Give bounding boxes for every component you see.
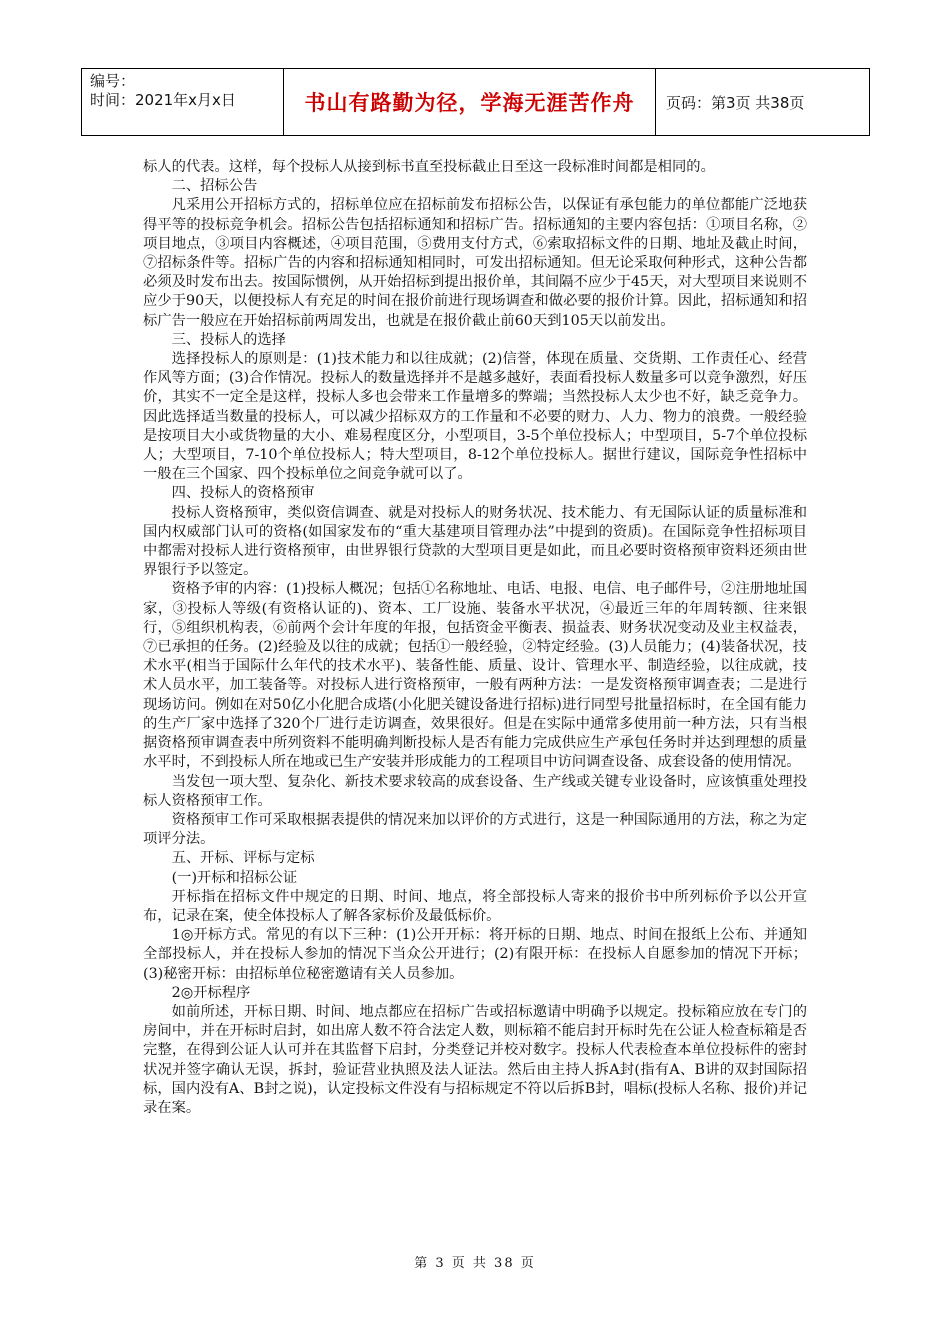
paragraph: 开标指在招标文件中规定的日期、时间、地点，将全部投标人寄来的报价书中所列标价予以公开宣布，记录在案，使全体投标人了解各家标价及最低标价。 <box>143 888 807 924</box>
section-heading: 四、投标人的资格预审 <box>171 485 315 502</box>
paragraph: 如前所述，开标日期、时间、地点都应在招标广告或招标邀请中明确予以规定。投标箱应放在专门的房间中，并在开标时启封，如出席人数不符合法定人数，则标箱不能启封开标时先在公证人检查标箱是否完整，在得到公证人认可并在其监督下启封，分类登记并校对数字。投标人代表检查本单位投标件的密封状况并签字确认无误，拆封，验证营业执照及法人证法。然后由主持人拆A封(指有A、B讲的双封国际招标，国内没有A、B封之说)，认定投标文件没有与招标规定不符以后拆B封，唱标(投标人名称、报价)并记录在案。 <box>143 1003 807 1116</box>
section-heading: 五、开标、评标与定标 <box>171 850 315 867</box>
header-page-info: 页码：第3页 共38页 <box>666 93 805 112</box>
paragraph: 当发包一项大型、复杂化、新技术要求较高的成套设备、生产线或关键专业设备时，应该慎重处理投标人资格预审工作。 <box>143 773 807 809</box>
paragraph: 标人的代表。这样，每个投标人从接到标书直至投标截止日至这一段标准时间都是相同的。 <box>143 159 715 175</box>
paragraph: 资格予审的内容：(1)投标人概况；包括①名称地址、电话、电报、电信、电子邮件号，②注册地址国家，③投标人等级(有资格认证的)、资本、工厂设施、装备水平状况，④最近三年的年周转额、往来银行，⑤组织机构表，⑥前两个会计年度的年报，包括资金平衡表、损益表、财务状况变动及业主权益表，⑦已承担的任务。(2)经验及以往的成就；包括①一般经验，②特定经验。(3)人员能力；(4)装备状况，技术水平(相当于国际什么年代的技术水平)、装备性能、质量、设计、管理水平、制造经验，以往成就，技术人员水平，加工装备等。对投标人进行资格预审，一般有两种方法：一是发资格预审调查表；二是进行现场访问。例如在对50亿小化肥合成塔(小化肥关键设备进行招标)进行同型号批量招标时，在全国有能力的生产厂家中选择了320个厂进行走访调查，效果很好。但是在实际中通常多使用前一种方法，只有当根据资格预审调查表中所列资料不能明确判断投标人是否有能力完成供应生产承包任务时并达到理想的质量水平时，不到投标人所在地或已生产安装并形成能力的工程项目中访问调查设备、成套设备的使用情况。 <box>143 581 807 771</box>
doc-number-label: 编号： <box>90 72 136 90</box>
subsection-heading: 2◎开标程序 <box>171 984 251 1001</box>
subsection-heading: (一)开标和招标公证 <box>171 869 298 886</box>
section-heading: 三、投标人的选择 <box>171 331 286 348</box>
document-body <box>143 158 807 1118</box>
doc-time-label: 时间：2021年x月x日 <box>90 91 236 109</box>
section-heading: 二、招标公告 <box>171 178 258 195</box>
header-meta <box>82 69 284 135</box>
page-footer: 第 3 页 共 38 页 <box>414 1256 536 1271</box>
paragraph: 资格预审工作可采取根据表提供的情况来加以评价的方式进行，这是一种国际通用的方法，称之为定项评分法。 <box>143 811 807 848</box>
header-motto: 书山有路勤为径，学海无涯苦作舟 <box>284 69 656 135</box>
paragraph: 凡采用公开招标方式的，招标单位应在招标前发布招标公告，以保证有承包能力的单位都能广泛地获得平等的投标竞争机会。招标公告包括招标通知和招标广告。招标通知的主要内容包括：①项目名称，②项目地点，③项目内容概述，④项目范围，⑤费用支付方式，⑥索取招标文件的日期、地址及截止时间，⑦招标条件等。招标广告的内容和招标通知相同时，可发出招标通知。但无论采取何种形式，这种公告都必须及时发布出去。按国际惯例，从开始招标到提出报价单，其间隔不应少于45天，对大型项目来说则不应少于90天，以便投标人有充足的时间在报价前进行现场调查和做必要的报价计算。因此，招标通知和招标广告一般应在开始招标前两周发出，也就是在报价截止前60天到105天以前发出。 <box>143 197 807 329</box>
page-header <box>81 68 870 136</box>
paragraph: 投标人资格预审，类似资信调查、就是对投标人的财务状况、技术能力、有无国际认证的质量标准和国内权威部门认可的资格(如国家发布的“重大基建项目管理办法”中提到的资质)。在国际竞争性招标项目中都需对投标人进行资格预审，由世界银行贷款的大型项目更是如此，而且必要时资格预审资料还须由世界银行予以签定。 <box>143 504 807 579</box>
paragraph: 1◎开标方式。常见的有以下三种：(1)公开开标：将开标的日期、地点、时间在报纸上公布、并通知全部投标人，并在投标人参加的情况下当众公开进行；(2)有限开标：在投标人自愿参加的情况下开标；(3)秘密开标：由招标单位秘密邀请有关人员参加。 <box>143 927 807 982</box>
paragraph: 选择投标人的原则是：(1)技术能力和以往成就；(2)信誉，体现在质量、交货期、工作责任心、经营作风等方面；(3)合作情况。投标人的数量选择并不是越多越好，表面看投标人数量多可以竞争激烈，好压价，其实不一定全是这样，投标人多也会带来工作量增多的弊端；当然投标人太少也不好，缺乏竞争力。因此选择适当数量的投标人，可以减少招标双方的工作量和不必要的财力、人力、物力的浪费。一般经验是按项目大小或货物量的大小、难易程度区分，小型项目，3-5个单位投标人；中型项目，5-7个单位投标人；大型项目，7-10个单位投标人；特大型项目，8-12个单位投标人。据世行建议，国际竞争性招标中一般在三个国家、四个投标单位之间竞争就可以了。 <box>143 351 807 483</box>
